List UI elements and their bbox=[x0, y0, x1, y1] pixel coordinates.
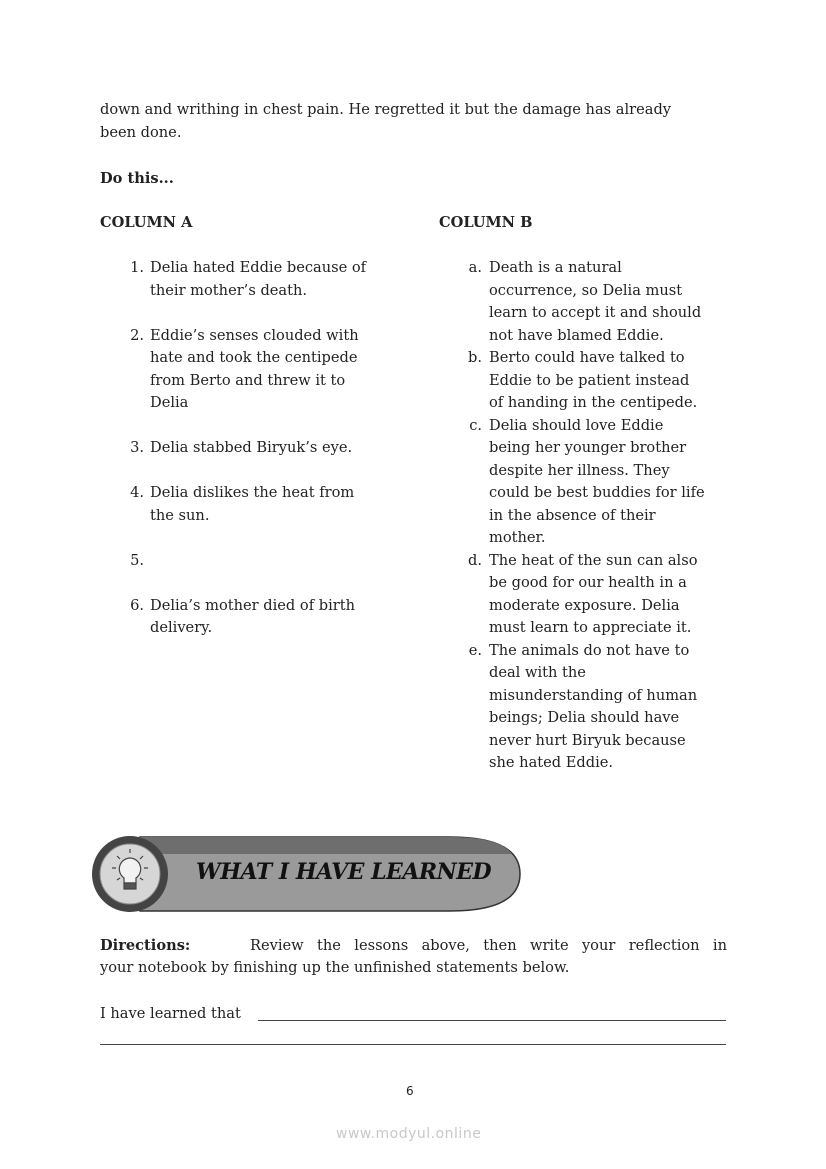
item-marker: a. bbox=[468, 259, 482, 276]
item-marker: b. bbox=[468, 349, 482, 366]
watermark: www.modyul.online bbox=[336, 1126, 482, 1142]
item-marker: 1. bbox=[130, 259, 144, 276]
directions-text-2: your notebook by finishing up the unfinished statements below. bbox=[100, 959, 570, 976]
item-marker: e. bbox=[468, 641, 482, 659]
answer-line[interactable] bbox=[258, 1020, 726, 1021]
item-text: Eddie’s senses clouded with hate and took the centipede from Berto and threw it to Delia bbox=[150, 326, 359, 411]
answer-line[interactable] bbox=[100, 1044, 726, 1045]
page-number: 6 bbox=[406, 1084, 414, 1098]
item-marker: 6. bbox=[130, 596, 144, 614]
item-text: Delia should love Eddie being her younger brother despite her illness. They could be best buddies for life in the absence of their mother. bbox=[489, 416, 705, 546]
item-text: Berto could have talked to Eddie to be patient instead of handing in the centipede. bbox=[489, 349, 698, 411]
item-marker: 4. bbox=[130, 484, 144, 501]
item-marker: d. bbox=[468, 551, 482, 569]
item-text: Delia hated Eddie because of their mother’s death. bbox=[150, 259, 367, 299]
directions bbox=[100, 935, 190, 958]
item-marker: c. bbox=[469, 416, 482, 434]
item-text: Delia stabbed Biryuk’s eye. bbox=[150, 439, 353, 456]
item-text: Delia’s mother died of birth delivery. bbox=[150, 596, 355, 636]
item-text: The animals do not have to deal with the misunderstanding of human beings; Delia should have never hurt Biryuk because she hated Eddie. bbox=[489, 641, 698, 771]
item-text: Delia dislikes the heat from the sun. bbox=[150, 484, 355, 524]
intro-paragraph: down and writhing in chest pain. He regretted it but the damage has already been done. bbox=[100, 101, 672, 141]
item-text: Death is a natural occurrence, so Delia must learn to accept it and should not have blamed Eddie. bbox=[489, 259, 702, 344]
directions-label: Directions: bbox=[100, 937, 191, 954]
column-a-header: COLUMN A bbox=[100, 214, 193, 231]
item-marker: 5. bbox=[130, 551, 144, 569]
column-b-header: COLUMN B bbox=[439, 214, 533, 231]
item-marker: 3. bbox=[130, 439, 144, 456]
reflection-prompt: I have learned that bbox=[100, 1005, 241, 1022]
section-banner bbox=[90, 834, 522, 914]
directions-text: Review the lessons above, then write your reflection in bbox=[250, 937, 727, 954]
item-marker: 2. bbox=[130, 326, 144, 344]
item-text: The heat of the sun can also be good for our health in a moderate exposure. Delia must learn to appreciate it. bbox=[489, 551, 698, 636]
do-this-heading: Do this... bbox=[100, 170, 174, 187]
banner-title: WHAT I HAVE LEARNED bbox=[196, 859, 492, 885]
